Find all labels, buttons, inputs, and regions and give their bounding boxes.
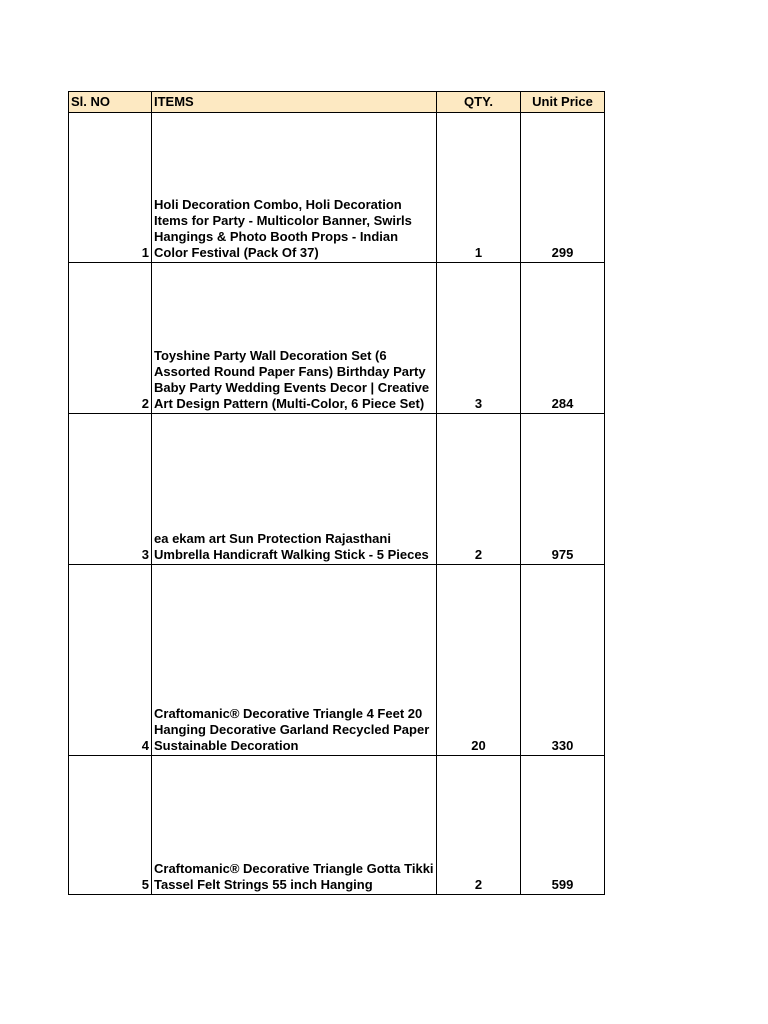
cell-sl-no: 5 [69,756,152,895]
cell-unit-price: 599 [521,756,605,895]
header-items: ITEMS [152,92,437,113]
table-row [69,756,605,895]
header-unit-price: Unit Price [521,92,605,113]
items-table [68,91,605,895]
table-row [69,263,605,414]
cell-sl-no: 4 [69,565,152,756]
cell-unit-price: 330 [521,565,605,756]
header-sl-no: Sl. NO [69,92,152,113]
cell-qty: 20 [437,565,521,756]
cell-qty: 2 [437,756,521,895]
cell-sl-no: 3 [69,414,152,565]
cell-unit-price: 975 [521,414,605,565]
cell-item: Holi Decoration Combo, Holi Decoration Items for Party - Multicolor Banner, Swirls Hangings & Photo Booth Props - Indian Color Festival (Pack Of 37) [152,113,437,263]
cell-qty: 1 [437,113,521,263]
cell-item: Craftomanic® Decorative Triangle 4 Feet 20 Hanging Decorative Garland Recycled Paper Sustainable Decoration [152,565,437,756]
cell-sl-no: 2 [69,263,152,414]
header-row [69,92,605,113]
cell-unit-price: 299 [521,113,605,263]
header-qty: QTY. [437,92,521,113]
cell-sl-no: 1 [69,113,152,263]
cell-unit-price: 284 [521,263,605,414]
table-row [69,113,605,263]
cell-item: Craftomanic® Decorative Triangle Gotta Tikki Tassel Felt Strings 55 inch Hanging [152,756,437,895]
table-row [69,565,605,756]
cell-item: ea ekam art Sun Protection Rajasthani Umbrella Handicraft Walking Stick - 5 Pieces [152,414,437,565]
cell-qty: 2 [437,414,521,565]
table-row [69,414,605,565]
cell-item: Toyshine Party Wall Decoration Set (6 Assorted Round Paper Fans) Birthday Party Baby Party Wedding Events Decor | Creative Art Design Pattern (Multi-Color, 6 Piece Set) [152,263,437,414]
cell-qty: 3 [437,263,521,414]
